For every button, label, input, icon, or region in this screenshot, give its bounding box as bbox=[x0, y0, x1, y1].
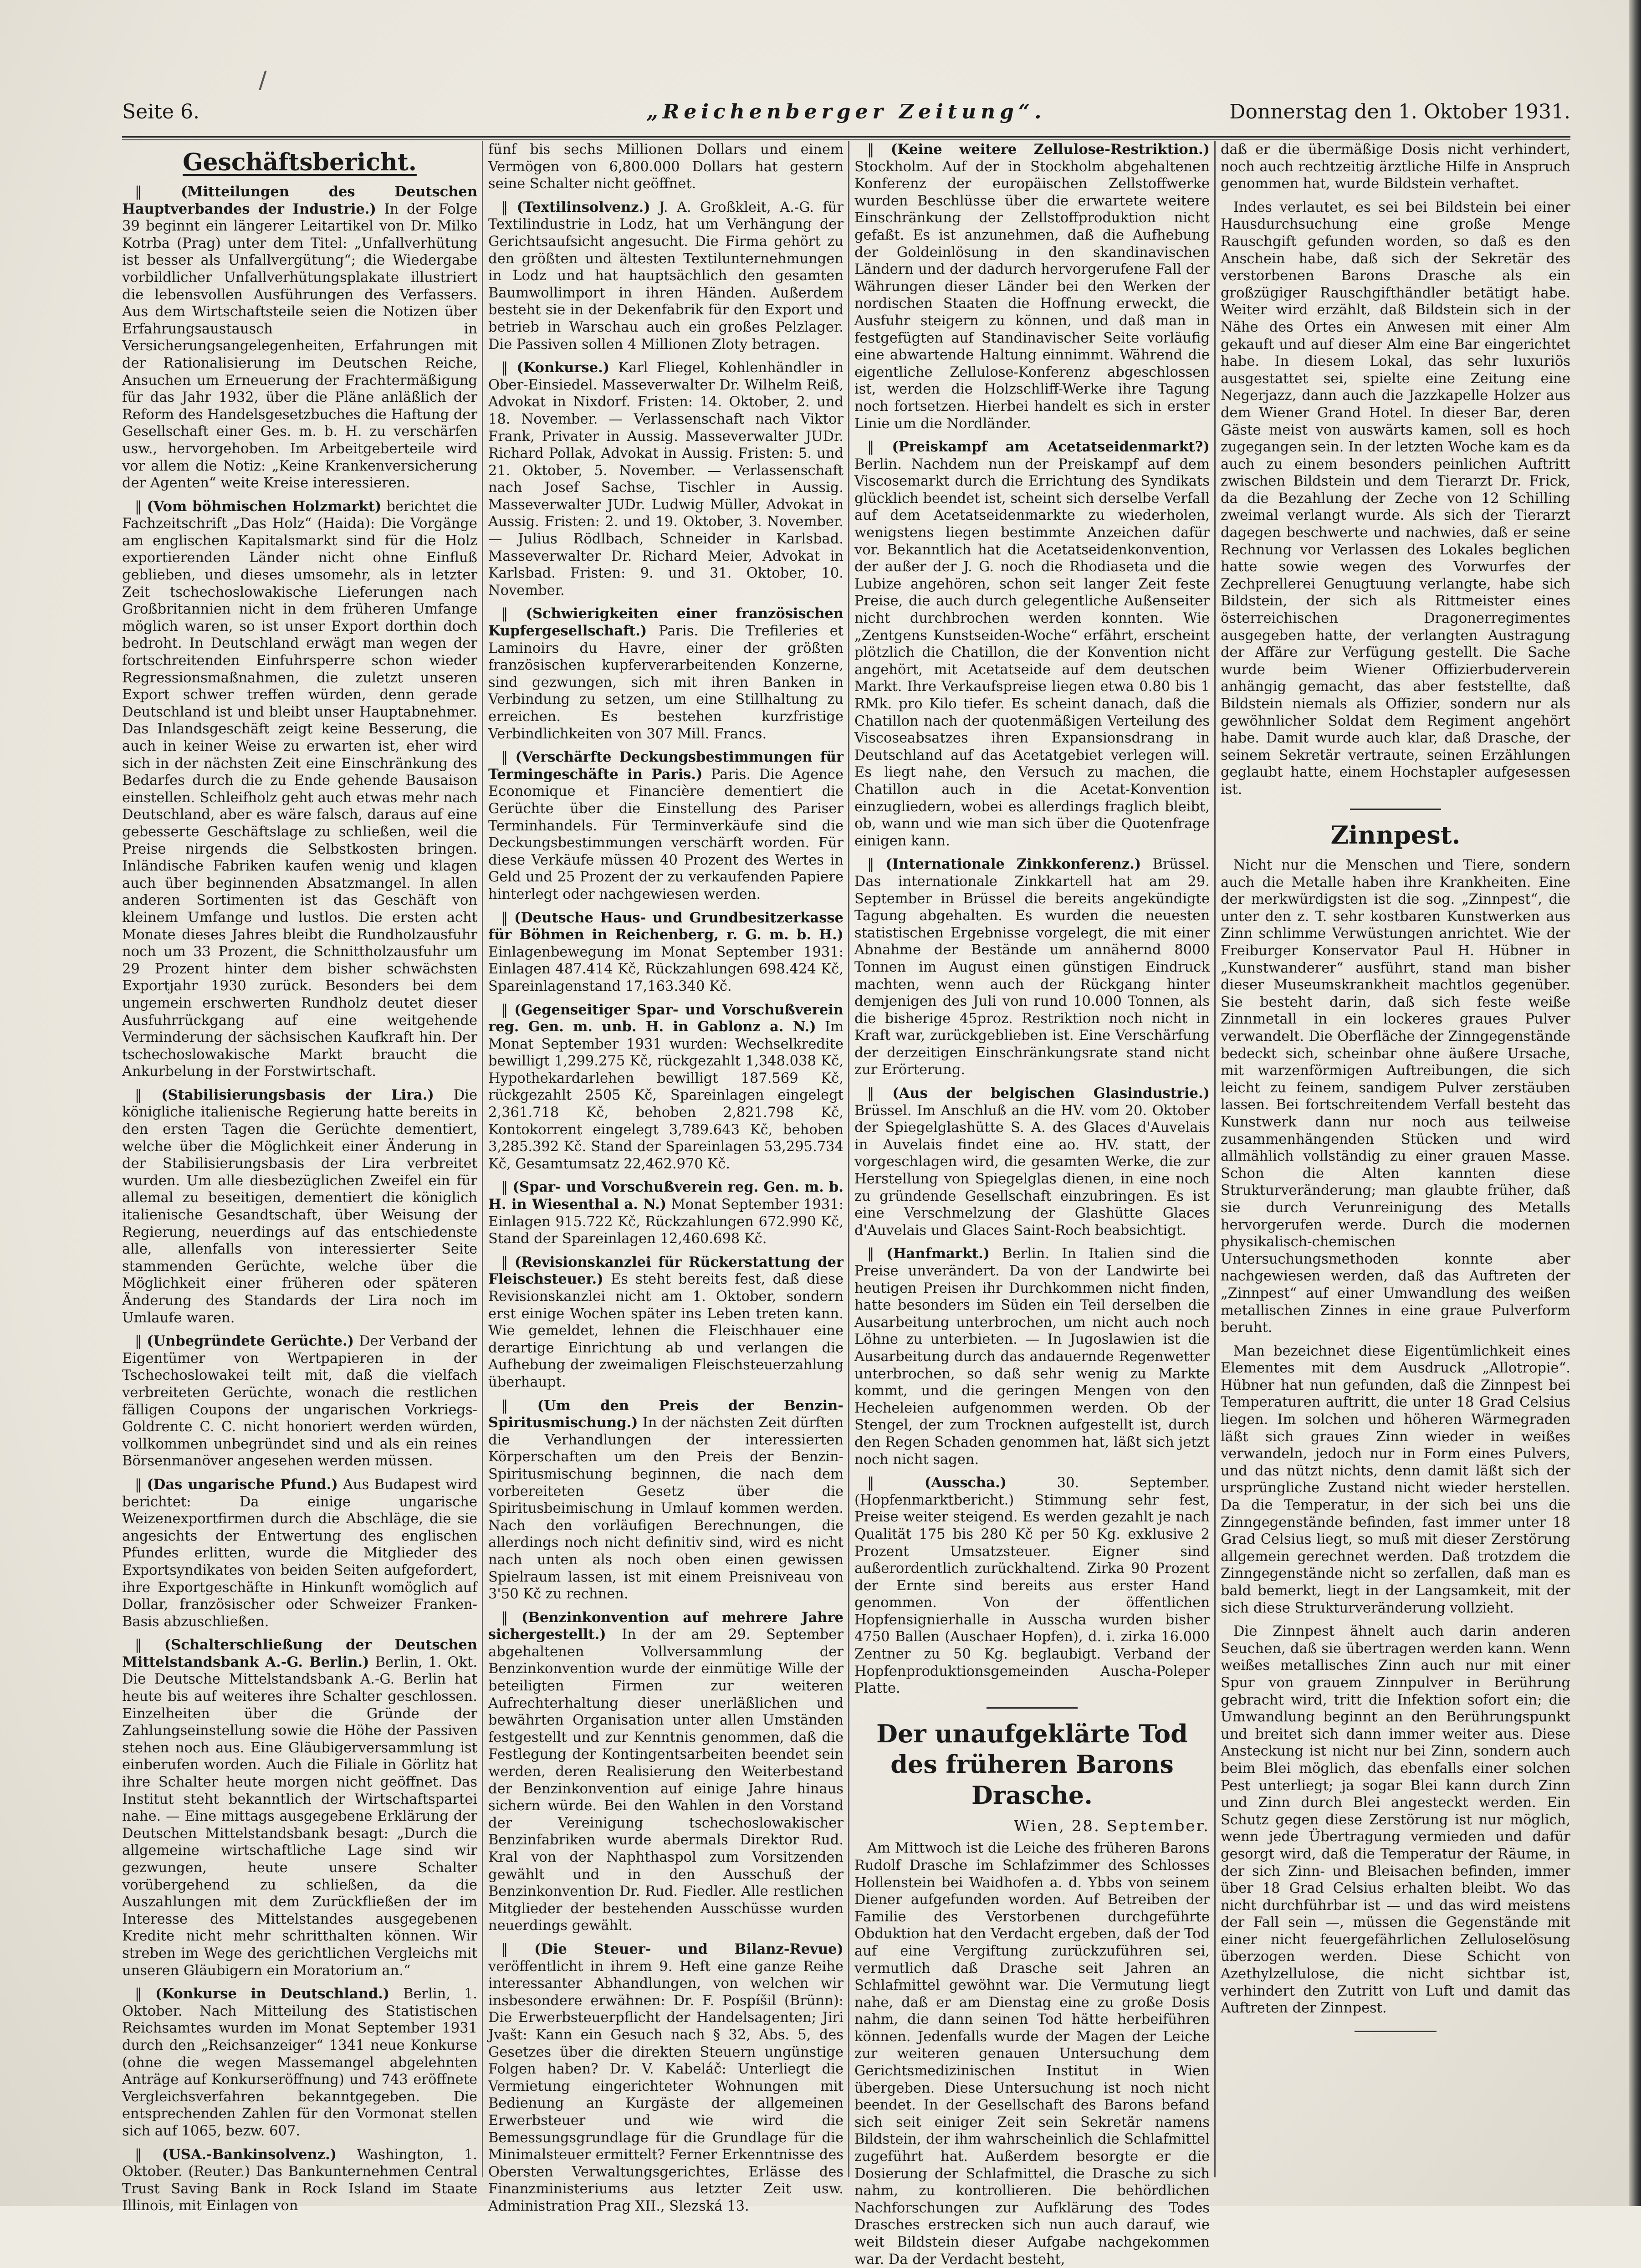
news-item bbox=[122, 2146, 477, 2215]
news-item bbox=[854, 439, 1210, 850]
news-item bbox=[122, 1476, 477, 1630]
pencil-mark: / bbox=[259, 67, 267, 94]
item-body: 30. September. (Hopfenmarktbericht.) Stimmung sehr fest, Preise weiter steigend. Es werden gezahlt je nach Qualität 175 bis 280 Kč per 50 Kg. exklusive 2 Prozent Umsatzsteuer. Eigner sind außerordentlich zurückhaltend. Zirka 90 Prozent der Ernte sind bereits aus erster Hand genommen. Von der öffentlichen Hopfensignierhalle in Ausscha wurden bisher 4750 Ballen (Auschaer Hopfen), d. i. zirka 16.000 Zentner zu 50 Kg. beglaubigt. Verband der Hopfenproduktionsgemeinden Auscha-Poleper Platte. bbox=[854, 1475, 1210, 1697]
article-continued bbox=[1221, 141, 1570, 193]
item-body: Paris. Die Trefileries et Laminoirs du Havre, einer der größten französischen kupferverarbeitenden Konzerne, sind gezwungen, sich mit ihren Banken in Verbindung zu setzen, um eine Stillhaltung zu erreichen. Es bestehen kurzfristige Verbindlichkeiten von 307 Mill. Francs. bbox=[488, 623, 844, 742]
article-paragraph bbox=[1221, 857, 1570, 1336]
column-1 bbox=[122, 141, 478, 2214]
item-lead: ‖ (Spar- und Vorschußverein reg. Gen. m. b. H. in Wiesenthal a. N.) bbox=[488, 1179, 844, 1213]
column-rule bbox=[482, 141, 483, 2177]
news-item bbox=[488, 1941, 844, 2215]
item-body: In der Folge 39 beginnt ein längerer Leitartikel von Dr. Milko Kotrba (Prag) unter dem Titel: „Unfallverhütung ist besser als Unfallvergütung“; die Wiedergabe vorbildlicher Unfallverhütungsplakate illustriert die lebensvollen Ausführungen des Verfassers. Aus dem Wirtschaftsteile seien die Notizen über Erfahrungsaustausch in Versicherungsangelegenheiten, Erfahrungen mit der Rationalisierung im Deutschen Reiche, Ansuchen um Erneuerung der Frachtermäßigung für das Jahr 1932, über die Pläne anläßlich der Reform des Handelsgesetzbuches die Haftung der Gesellschaft einer Ges. m. b. H. zu verschärfen usw., hervorgehoben. Im Arbeitgeberteile wird vor allem die Notiz: „Keine Krankenversicherung der Agenten“ weite Kreise interessieren. bbox=[122, 201, 478, 491]
news-item bbox=[488, 1609, 844, 1935]
article-text: Indes verlautet, es sei bei Bildstein bei einer Hausdurchsuchung eine große Menge Rauschgift gefunden worden, so daß es den Anschein habe, daß sich der Sekretär des verstorbenen Barons Drasche als ein großzügiger Rauschgifthändler betätigt habe. Weiter wird erzählt, daß Bildstein sich in der Nähe des Ortes ein Anwesen mit einer Alm gekauft und auf dieser Alm eine Bar eingerichtet habe. In diesem Lokal, das sehr luxuriös ausgestattet sei, spielte eine Zeitung eine Negerjazz, dann auch die Jazzkapelle Holzer aus dem Wiener Grand Hotel. In dieser Bar, deren Gäste meist von auswärts kamen, soll es hoch zugegangen sein. In der letzten Woche kam es da auch zu einem besonders peinlichen Auftritt zwischen Bildstein und dem Tierarzt Dr. Frick, da die Bezahlung der Zeche von 12 Schilling zweimal verlangt wurde. Als sich der Tierarzt dagegen beschwerte und nachwies, daß er seine Rechnung vor Verlassen des Lokales beglichen hatte sowie wegen des Vorwurfes der Zechprellerei Genugtuung verlangte, habe sich Bildstein, der sich als Rittmeister eines österreichischen Dragonerregimentes ausgegeben hatte, der verlangten Austragung der Affäre zur Verfügung gestellt. Die Sache wurde beim Wiener Offizierbuderverein anhängig gemacht, das aber feststellte, daß Bildstein niemals als Offizier, sondern nur als gewöhnlicher Soldat dem Regiment angehört habe. Damit wurde auch klar, daß Drasche, der seinem Sekretär vertraute, seinen Erzählungen geglaubt hatte, einem Hochstapler aufgesessen ist. bbox=[1221, 199, 1570, 798]
item-lead: ‖ (Stabilisierungsbasis der Lira.) bbox=[135, 1087, 434, 1103]
item-body: Der Verband der Eigentümer von Wertpapieren in der Tschechoslowakei teilt mit, daß die vielfach verbreiteten Gerüchte, wonach die restlichen fälligen Coupons der ungarischen Vorkriegs-Goldrente C. C. nicht honoriert werden würden, vollkommen unbegründet sind und als ein reines Börsenmanöver angesehen werden müssen. bbox=[122, 1333, 478, 1469]
news-item bbox=[854, 1085, 1210, 1239]
item-body: berichtet die Fachzeitschrift „Das Holz“ (Haida): Die Vorgänge am englischen Kapitalsmarkt sind für die Holz exportierenden Länder nicht ohne Einfluß geblieben, und dieses umsomehr, als in letzter Zeit tschechoslowakische Lieferungen nach Großbritannien nicht in dem früheren Umfange möglich waren, so ist unser Export dorthin doch bedroht. In Deutschland erwägt man wegen der fortschreitenden Einfuhrsperre schon wieder Regressionsmaßnahmen, die zuletzt unseren Export schwer treffen würden, denn gerade Deutschland ist und bleibt unser Hauptabnehmer. Das Inlandsgeschäft zeigt keine Besserung, die auch in keiner Weise zu erwarten ist, eher wird sich in der nächsten Zeit eine Einschränkung des Bedarfes durch die zu Ende gehende Bausaison einstellen. Schleifholz geht auch etwas mehr nach Deutschland, aber es wäre falsch, daraus auf eine gebesserte Geschäftslage zu schließen, weil die Preise nirgends die Selbstkosten bringen. Inländische Fabriken kaufen wenig und klagen auch über beginnenden Absatzmangel. In allen anderen Sortimenten ist das Geschäft von kleinem Umfange und lustlos. Die ersten acht Monate dieses Jahres bleibt die Rundholzausfuhr noch um 33 Prozent, die Schnittholzausfuhr um 29 Prozent hinter dem bisher schwächsten Exportjahr 1930 zurück. Besonders bei dem ungemein erschwerten Rundholz deutet dieser Ausfuhrrückgang auf eine weitgehende Verminderung der sächsischen Kaufkraft hin. Der tschechoslowakische Markt braucht die Ankurbelung in der Forstwirtschaft. bbox=[122, 498, 477, 1080]
article-paragraph bbox=[1221, 199, 1570, 799]
news-item bbox=[488, 605, 844, 742]
page-header bbox=[122, 95, 1570, 138]
item-lead: ‖ (Ausscha.) bbox=[867, 1474, 1007, 1491]
item-lead: ‖ (Unbegründete Gerüchte.) bbox=[135, 1333, 354, 1349]
item-lead: ‖ (Internationale Zinkkonferenz.) bbox=[867, 856, 1141, 872]
end-rule bbox=[1355, 2031, 1437, 2032]
news-item bbox=[488, 199, 844, 353]
item-lead: ‖ (Verschärfte Deckungsbestimmungen für Termingeschäfte in Paris.) bbox=[488, 749, 844, 783]
column-4 bbox=[1221, 141, 1570, 2177]
item-lead: ‖ (USA.-Bankinsolvenz.) bbox=[135, 2146, 337, 2163]
item-lead: ‖ (Um den Preis der Benzin-Spiritusmischung.) bbox=[488, 1398, 844, 1431]
item-body: Im Monat September 1931 wurden: Wechselkredite bewilligt 1,299.275 Kč, rückgezahlt 1,348.038 Kč, Hypothekardarlehen bewilligt 187.569 Kč, rückgezahlt 2505 Kč, Spareinlagen eingelegt 2,361.718 Kč, behoben 2,821.798 Kč, Kontokorrent eingelegt 3,789.643 Kč, behoben 3,285.392 Kč. Stand der Spareinlagen 53,295.734 Kč, Gesamtumsatz 22,462.970 Kč. bbox=[488, 1019, 844, 1172]
item-body: fünf bis sechs Millionen Dollars und einem Vermögen von 6,800.000 Dollars hat gestern seine Schalter nicht geöffnet. bbox=[488, 142, 844, 192]
item-body: Berlin, 1. Oktober. Nach Mitteilung des Statistischen Reichsamtes wurden im Monat September 1931 durch den „Reichsanzeiger“ 1341 neue Konkurse (ohne die wegen Massemangel abgelehnten Anträge auf Konkurseröffnung) und 743 eröffnete Vergleichsverfahren bekanntgegeben. Die entsprechenden Zahlen für den Vormonat stellen sich auf 1065, bezw. 607. bbox=[122, 1986, 477, 2139]
column-3 bbox=[854, 141, 1210, 2268]
news-item bbox=[854, 141, 1210, 432]
article-text: Am Mittwoch ist die Leiche des früheren Barons Rudolf Drasche im Schlafzimmer des Schlosses Hollenstein bei Waidhofen a. d. Ybbs von seinem Diener aufgefunden worden. Auf Betreiben der Familie des Verstorbenen durchgeführte Obduktion hat den Verdacht ergeben, daß der Tod auf eine Vergiftung zurückzuführen sei, vermutlich daß Drasche seit Jahren an Schlafmittel gewöhnt war. Die Vermutung liegt nahe, daß er am Dienstag eine zu große Dosis nahm, die dann seinen Tod hätte herbeiführen können. Jedenfalls wurde der Magen der Leiche zur weiteren genauen Untersuchung dem Gerichtsmedizinischen Institut in Wien übergeben. Diese Untersuchung ist noch nicht beendet. In der Gesellschaft des Barons befand sich seit einiger Zeit sein Sekretär namens Bildstein, der ihm wahrscheinlich die Schlafmittel zugeführt hat. Außerdem besorgte er die Dosierung der Schlafmittel, die Drasche zu sich nahm, zu kontrollieren. Die behördlichen Nachforschungen zur Aufklärung des Todes Drasches erstrecken sich nun auch darauf, wie weit Bildstein dieser Aufgabe nachgekommen war. Da der Verdacht besteht, bbox=[854, 1840, 1210, 2268]
article-dateline: Wien, 28. September. bbox=[1013, 1817, 1210, 1836]
item-lead: ‖ (Schwierigkeiten einer französischen Kupfergesellschaft.) bbox=[488, 605, 844, 639]
article-text: Die Zinnpest ähnelt auch darin anderen Seuchen, daß sie übertragen werden kann. Wenn weißes metallisches Zinn auch nur mit einer Spur von grauem Zinnpulver in Berührung gebracht wird, tritt die Infektion sofort ein; die Umwandlung beginnt an den Berührungspunkt und breitet sich dann immer weiter aus. Diese Ansteckung ist nicht nur bei Zinn, sondern auch beim Blei möglich, das ebenfalls einer solchen Pest unterliegt; ja sogar Blei kann durch Zinn und Zinn durch Blei angesteckt werden. Ein Schutz gegen diese Zerstörung ist nur möglich, wenn jede Übertragung vermieden und dafür gesorgt wird, daß die Temperatur der Räume, in der sich Zinn- und Bleisachen befinden, immer über 18 Grad Celsius erhalten bleibt. Wo das nicht durchführbar ist — und das wird meistens der Fall sein —, müssen die Gegenstände mit einer nicht feuergefährlichen Zelluloselösung überzogen werden. Diese Schicht von Azethylzellulose, die nicht sichtbar ist, verhindert den Zutritt von Luft und damit das Auftreten der Zinnpest. bbox=[1221, 1623, 1570, 2017]
news-item-continued bbox=[488, 141, 844, 193]
news-item bbox=[488, 1398, 844, 1603]
page-number: Seite 6. bbox=[122, 100, 199, 123]
news-item bbox=[122, 184, 477, 492]
column-rule bbox=[848, 141, 849, 2177]
item-body: Einlagenbewegung im Monat September 1931: Einlagen 487.414 Kč, Rückzahlungen 698.424 Kč, Spareinlagenstand 17,163.340 Kč. bbox=[488, 944, 844, 994]
item-body: Berlin. Nachdem nun der Preiskampf auf dem Viscosemarkt durch die Errichtung des Syndikats glücklich beendet ist, scheint sich derselbe Verfall auf dem Acetatseidenmarkte zu wiederholen, wenigstens liegen bestimmte Anzeichen dafür vor. Bekanntlich hat die Acetatseidenkonvention, der außer der J. G. noch die Rhodiaseta und die Lubize angehören, schon seit langer Zeit feste Preise, die auch durch gelegentliche Außenseiter nicht durchbrochen werden konnten. Wie „Zentgens Kunstseiden-Woche“ erfährt, erscheint plötzlich die Chatillon, die der Konvention nicht angehört, mit Acetatseide auf dem deutschen Markt. Ihre Verkaufspreise liegen etwa 0.80 bis 1 RMk. pro Kilo tiefer. Es scheint danach, daß die Chatillon nach der quotenmäßigen Verteilung des Viscoseabsatzes ihren Expansionsdrang in Deutschland auf das Acetatgebiet verlegen will. Es liegt nahe, den Versuch zu machen, die Chatillon auch in die Acetat-Konvention einzugliedern, wobei es allerdings fraglich bleibt, ob, wann und wie man sich über die Quotenfrage einigen kann. bbox=[854, 456, 1210, 849]
news-item bbox=[122, 1637, 477, 1979]
item-lead: ‖ (Keine weitere Zellulose-Restriktion.) bbox=[867, 141, 1210, 158]
news-item bbox=[854, 856, 1210, 1079]
news-item bbox=[122, 1333, 477, 1470]
item-body: Monat September 1931: Einlagen 915.722 Kč, Rückzahlungen 672.990 Kč, Stand der Spareinlagen 12,460.698 Kč. bbox=[488, 1197, 844, 1247]
item-lead: ‖ (Das ungarische Pfund.) bbox=[135, 1476, 338, 1493]
item-lead: ‖ (Hanfmarkt.) bbox=[867, 1245, 990, 1262]
item-lead: ‖ (Preiskampf am Acetatseidenmarkt?) bbox=[867, 439, 1210, 455]
news-item bbox=[488, 910, 844, 995]
item-body: Paris. Die Agence Economique et Financière dementiert die Gerüchte über die Einstellung des Pariser Terminhandels. Für Terminverkäufe sind die Deckungsbestimmungen verschärft worden. Für diese Verkäufe müssen 40 Prozent des Wertes in Geld und 25 Prozent der zu verkaufenden Papiere hinterlegt oder nachgewiesen werden. bbox=[488, 766, 844, 902]
section-heading: Geschäftsbericht. bbox=[183, 148, 417, 176]
item-lead: ‖ (Revisionskanzlei für Rückerstattung der Fleischsteuer.) bbox=[488, 1254, 844, 1288]
item-lead: ‖ (Schalterschließung der Deutschen Mittelstandsbank A.-G. Berlin.) bbox=[122, 1637, 477, 1670]
item-lead: ‖ (Konkurse in Deutschland.) bbox=[135, 1986, 389, 2002]
item-lead: ‖ (Textilinsolvenz.) bbox=[501, 199, 650, 215]
column-rule bbox=[1214, 141, 1216, 2177]
column-2 bbox=[488, 141, 844, 2214]
news-item bbox=[488, 1254, 844, 1391]
news-item bbox=[122, 498, 477, 1080]
news-item bbox=[854, 1245, 1210, 1468]
item-body: Berlin, 1. Okt. Die Deutsche Mittelstandsbank A.-G. Berlin hat heute bis auf weiteres ihre Schalter geschlossen. Einzelheiten über die Gründe der Zahlungseinstellung sowie die Höhe der Passiven stehen noch aus. Eine Gläubigerversammlung ist einberufen worden. Auch die Filiale in Görlitz hat ihre Schalter heute morgen nicht geöffnet. Das Institut steht bekanntlich der Wirtschaftspartei nahe. — Eine mittags ausgegebene Erklärung der Deutschen Mittelstandsbank besagt: „Durch die allgemeine wirtschaftliche Lage sind wir gezwungen, heute unsere Schalter vorübergehend zu schließen, da die Auszahlungen mit dem Zurückfließen der im Interesse des Mittelstandes ausgegebenen Kredite nicht mehr schritthalten können. Wir streben im Wege des gerichtlichen Vergleichs mit unseren Gläubigern ein Moratorium an.“ bbox=[122, 1654, 478, 1979]
article-paragraph bbox=[1221, 1623, 1570, 2017]
news-item bbox=[854, 1474, 1210, 1697]
item-body: Es steht bereits fest, daß diese Revisionskanzlei nicht am 1. Oktober, sondern erst einige Wochen später ins Leben treten kann. Wie gemeldet, lehnen die Fleischhauer eine derartige Einrichtung ab und verlangen die Aufhebung der zweimaligen Fleischsteuerzahlung überhaupt. bbox=[488, 1271, 844, 1390]
article-heading: Zinnpest. bbox=[1330, 820, 1461, 850]
item-body: Washington, 1. Oktober. (Reuter.) Das Bankunternehmen Central Trust Saving Bank in Rock Island im Staate Illinois, mit Einlagen von bbox=[122, 2146, 478, 2214]
newspaper-title: „Reichenberger Zeitung“. bbox=[646, 100, 1046, 123]
issue-date: Donnerstag den 1. Oktober 1931. bbox=[1229, 100, 1570, 123]
item-lead: ‖ (Mitteilungen des Deutschen Hauptverbandes der Industrie.) bbox=[122, 184, 477, 217]
news-item bbox=[122, 1087, 477, 1326]
item-body: Karl Fliegel, Kohlenhändler in Ober-Einsiedel. Masseverwalter Dr. Wilhelm Reiß, Advokat in Nixdorf. Fristen: 14. Oktober, 2. und 18. November. — Verlassenschaft nach Viktor Frank, Privater in Aussig. Masseverwalter JUDr. Richard Pollak, Advokat in Aussig. Fristen: 5. und 21. Oktober, 5. November. — Verlassenschaft nach Josef Sachse, Tischler in Aussig. Masseverwalter JUDr. Ludwig Müller, Advokat in Aussig. Fristen: 2. und 19. Oktober, 3. November. — Julius Rödlbach, Schneider in Karlsbad. Masseverwalter Dr. Richard Meier, Advokat in Karlsbad. Fristen: 9. und 31. Oktober, 10. November. bbox=[488, 360, 844, 599]
article-separator bbox=[1350, 809, 1441, 810]
article-separator bbox=[987, 1707, 1078, 1709]
news-item bbox=[488, 359, 844, 599]
news-item bbox=[488, 749, 844, 903]
item-body: Stockholm. Auf der in Stockholm abgehaltenen Konferenz der europäischen Zellstoffwerke wurden Beschlüsse über die erwartete weitere Einschränkung der Zellstoffproduktion nicht gefaßt. Es ist anzunehmen, daß die Aufhebung der Goldeinlösung in den skandinavischen Ländern und der dadurch hervorgerufene Fall der Währungen dieser Länder bei den Werken der nordischen Staaten die Hoffnung erweckt, die Ausfuhr steigern zu können, und daß man in festgefügten auf Standinavischer Seite vorläufig eine abwartende Haltung einnimmt. Während die eigentliche Zellulose-Konferenz abgeschlossen ist, werden die Holzschliff-Werke ihre Tagung noch fortsetzen. Hierbei handelt es sich in erster Linie um die Nordländer. bbox=[854, 159, 1210, 432]
article-body bbox=[854, 1840, 1210, 2268]
item-lead: ‖ (Vom böhmischen Holzmarkt) bbox=[135, 498, 381, 515]
item-body: veröffentlicht in ihrem 9. Heft eine ganze Reihe interessanter Abhandlungen, von welchen wir insbesondere erwähnen: Dr. F. Pospíšil (Brünn): Die Erwerbsteuerpflicht der Handelsagenten; Jiri Jvašt: Kann ein Gesuch nach § 32, Abs. 5, des Gesetzes über die direkten Steuern ungünstige Folgen haben? Dr. V. Kabeláč: Unterliegt die Vermietung eingerichteter Wohnungen mit Bedienung an Kurgäste der allgemeinen Erwerbsteuer und wie wird die Bemessungsgrundlage für die Grundlage für die Minimalsteuer ermittelt? Ferner Erkenntnisse des Obersten Verwaltungsgerichtes, Erlässe des Finanzministeriums aus letzter Zeit usw. Administration Prag XII., Slezská 13. bbox=[488, 1958, 844, 2214]
news-item bbox=[488, 1179, 844, 1247]
item-lead: ‖ (Die Steuer- und Bilanz-Revue) bbox=[501, 1941, 844, 1957]
item-lead: ‖ (Konkurse.) bbox=[501, 359, 609, 376]
item-lead: ‖ (Gegenseitiger Spar- und Vorschußverein reg. Gen. m. unb. H. in Gablonz a. N.) bbox=[488, 1002, 844, 1035]
item-body: In der am 29. September abgehaltenen Vollversammlung der Benzinkonvention wurde der einmütige Wille der beteiligten Firmen zur weiteren Aufrechterhaltung dieser unerläßlichen und bewährten Organisation unter allen Umständen festgestellt und zur Kenntnis genommen, daß die Festlegung der Kontingentsarbeiten beendet sein werden, deren Realisierung den Weiterbestand der Benzinkonvention auf einige Jahre hinaus sichern würde. Bei den Wahlen in den Vorstand der Vereinigung tschechoslowakischer Benzinfabriken wurde abermals Direktor Rud. Kral von der Naphthaspol zum Vorsitzenden gewählt und in den Ausschuß der Benzinkonvention Dr. Rud. Fiedler. Alle restlichen Mitglieder der bestehenden Ausschüsse wurden neuerdings gewählt. bbox=[488, 1627, 844, 1934]
scan-edge bbox=[1629, 0, 1641, 2206]
article-text: daß er die übermäßige Dosis nicht verhindert, noch auch rechtzeitig ärztliche Hilfe in Anspruch genommen hat, wurde Bildstein verhaftet. bbox=[1221, 142, 1570, 192]
item-body: Brüssel. Im Anschluß an die HV. vom 20. Oktober der Spiegelglashütte S. A. des Glaces d'Auvelais in Auvelais findet eine ao. HV. statt, der vorgeschlagen wird, die gesamten Werke, die zur Herstellung von Spiegelglas dienen, in eine noch zu gründende Gesellschaft einzubringen. Es ist eine Verschmelzung der Glashütte Glaces d'Auvelais und Glaces Saint-Roch beabsichtigt. bbox=[854, 1102, 1210, 1239]
article-paragraph bbox=[1221, 1343, 1570, 1617]
article-heading: Der unaufgeklärte Tod des früheren Barons Drasche. bbox=[876, 1719, 1188, 1810]
item-body: Berlin. In Italien sind die Preise unverändert. Da von der Landwirte bei heutigen Preisen ihr Durchkommen nicht finden, hatte besonders im Süden ein Teil derselben die Ausarbeitung unterbrochen, um nicht auch noch Löhne zu unterbieten. — In Jugoslawien ist die Ausarbeitung durch das andauernde Regenwetter unterbrochen, so daß sehr wenig zu Markte kommt, und die geringen Mengen von den Hecheleien aufgenommen werden. Ob der Stengel, der zum Trocknen aufgestellt ist, durch den Regen Schaden genommen hat, läßt sich jetzt noch nicht sagen. bbox=[854, 1246, 1210, 1468]
article-text: Nicht nur die Menschen und Tiere, sondern auch die Metalle haben ihre Krankheiten. Eine der merkwürdigsten ist die sog. „Zinnpest“, die unter den z. T. sehr kostbaren Kunstwerken aus Zinn schlimme Verwüstungen anrichtet. Wie der Freiburger Konservator Paul H. Hübner in „Kunstwanderer“ ausführt, stand man bisher dieser Museumskrankheit machtlos gegenüber. Sie besteht darin, daß sich feste weiße Zinnmetall in ein lockeres graues Pulver verwandelt. Die Oberfläche der Zinngegenstände bedeckt sich, scheinbar ohne äußere Ursache, mit warzenförmigen Auftreibungen, die sich leicht zu feinem, sandigem Pulver zerstäuben lassen. Bei fortschreitendem Verfall besteht das Kunstwerk dann nur noch aus teilweise zusammenhängenden Stücken und wird allmählich vollständig zu einer grauen Masse. Schon die Alten kannten diese Strukturveränderung; man glaubte früher, daß sie durch Verunreinigung des Metalls hervorgerufen werde. Durch die modernen physikalisch-chemischen Untersuchungsmethoden konnte aber nachgewiesen werden, daß das Auftreten der „Zinnpest“ auf einer Umwandlung des weißen metallischen Zinnes in eine graue Pulverform beruht. bbox=[1221, 857, 1570, 1336]
item-body: In der nächsten Zeit dürften die Verhandlungen der interessierten Körperschaften um den Preis der Benzin-Spiritusmischung beginnen, die nach dem vorbereiteten Gesetz über die Spiritusbeimischung in Umlauf kommen werden. Nach den vorläufigen Berechnungen, die allerdings noch nicht definitiv sind, wird es nicht nach unten als noch oben einen gewissen Spielraum lassen, ist mit einem Preisniveau von 3'50 Kč zu rechnen. bbox=[488, 1415, 844, 1602]
header-rule bbox=[122, 139, 1570, 140]
news-item bbox=[122, 1986, 477, 2140]
item-body: Aus Budapest wird berichtet: Da einige ungarische Weizenexportfirmen durch die Abschläge, die sie angesichts der Entwertung des englischen Pfundes erlitten, wurde die Mitglieder des Exportsyndikates von beiden Seiten aufgefordert, ihre Exportgeschäfte in Hinkunft womöglich auf Dollar, französischer oder Schweizer Franken-Basis abzuschließen. bbox=[122, 1476, 478, 1630]
item-lead: ‖ (Aus der belgischen Glasindustrie.) bbox=[867, 1085, 1210, 1101]
item-lead: ‖ (Benzinkonvention auf mehrere Jahre sichergestellt.) bbox=[488, 1609, 844, 1643]
article-text: Man bezeichnet diese Eigentümlichkeit eines Elementes mit dem Ausdruck „Allotropie“. Hübner hat nun gefunden, daß die Zinnpest bei Temperaturen auftritt, die unter 18 Grad Celsius liegen. Im solchen und höheren Wärmegraden läßt sich graues Zinn wieder in weißes verwandeln, jedoch nur in Form eines Pulvers, und das nützt nichts, denn damit läßt sich der ursprüngliche Zustand nicht wieder herstellen. Da die Temperatur, in der sich bei uns die Zinngegenstände befinden, fast immer unter 18 Grad Celsius liegt, so muß mit dieser Zerstörung allgemein gerechnet werden. Daß trotzdem die Zinngegenstände nicht so zerfallen, daß man es bald bemerkt, liegt in der Langsamkeit, mit der sich diese Strukturveränderung vollzieht. bbox=[1221, 1343, 1570, 1616]
news-item bbox=[488, 1002, 844, 1173]
item-body: Die königliche italienische Regierung hatte bereits in den ersten Tagen die Gerüchte dementiert, welche über die Möglichkeit einer Änderung in der Stabilisierungsbasis der Lira verbreitet wurden. Um alle diesbezüglichen Zweifel ein für allemal zu beseitigen, dementiert die königlich italienische Gesandtschaft, über Weisung der Regierung, neuerdings auf das entschiedenste alle, allenfalls von interessierter Seite stammenden Gerüchte, welche über die Möglichkeit einer früheren oder späteren Änderung des Standards der Lira noch im Umlaufe waren. bbox=[122, 1087, 477, 1326]
item-body: Brüssel. Das internationale Zinkkartell hat am 29. September in Brüssel die bereits angekündigte Tagung abgehalten. Es wurden die neuesten statistischen Ergebnisse vorgelegt, die mit einer Abnahme der Bestände um annähernd 8000 Tonnen im August einen günstigen Eindruck machten, wenn auch der Rückgang hinter demjenigen des Juli von rund 10.000 Tonnen, als die bisherige 45proz. Restriktion noch nicht in Kraft war, zurückgeblieben ist. Eine Verschärfung der derzeitigen Einschränkungsrate stand nicht zur Erörterung. bbox=[854, 856, 1210, 1078]
item-lead: ‖ (Deutsche Haus- und Grundbesitzerkasse für Böhmen in Reichenberg, r. G. m. b. H.) bbox=[488, 910, 844, 943]
item-body: J. A. Großkleit, A.-G. für Textilindustrie in Lodz, hat um Verhängung der Gerichtsaufsicht angesucht. Die Firma gehört zu den größten und ältesten Textilunternehmungen in Lodz und hat hauptsächlich den gesamten Baumwollimport in ihren Händen. Außerdem besteht sie in der Dekenfabrik für den Export und betrieb in Warschau auch ein großes Pelzlager. Die Passiven sollen 4 Millionen Zloty betragen. bbox=[488, 199, 844, 353]
